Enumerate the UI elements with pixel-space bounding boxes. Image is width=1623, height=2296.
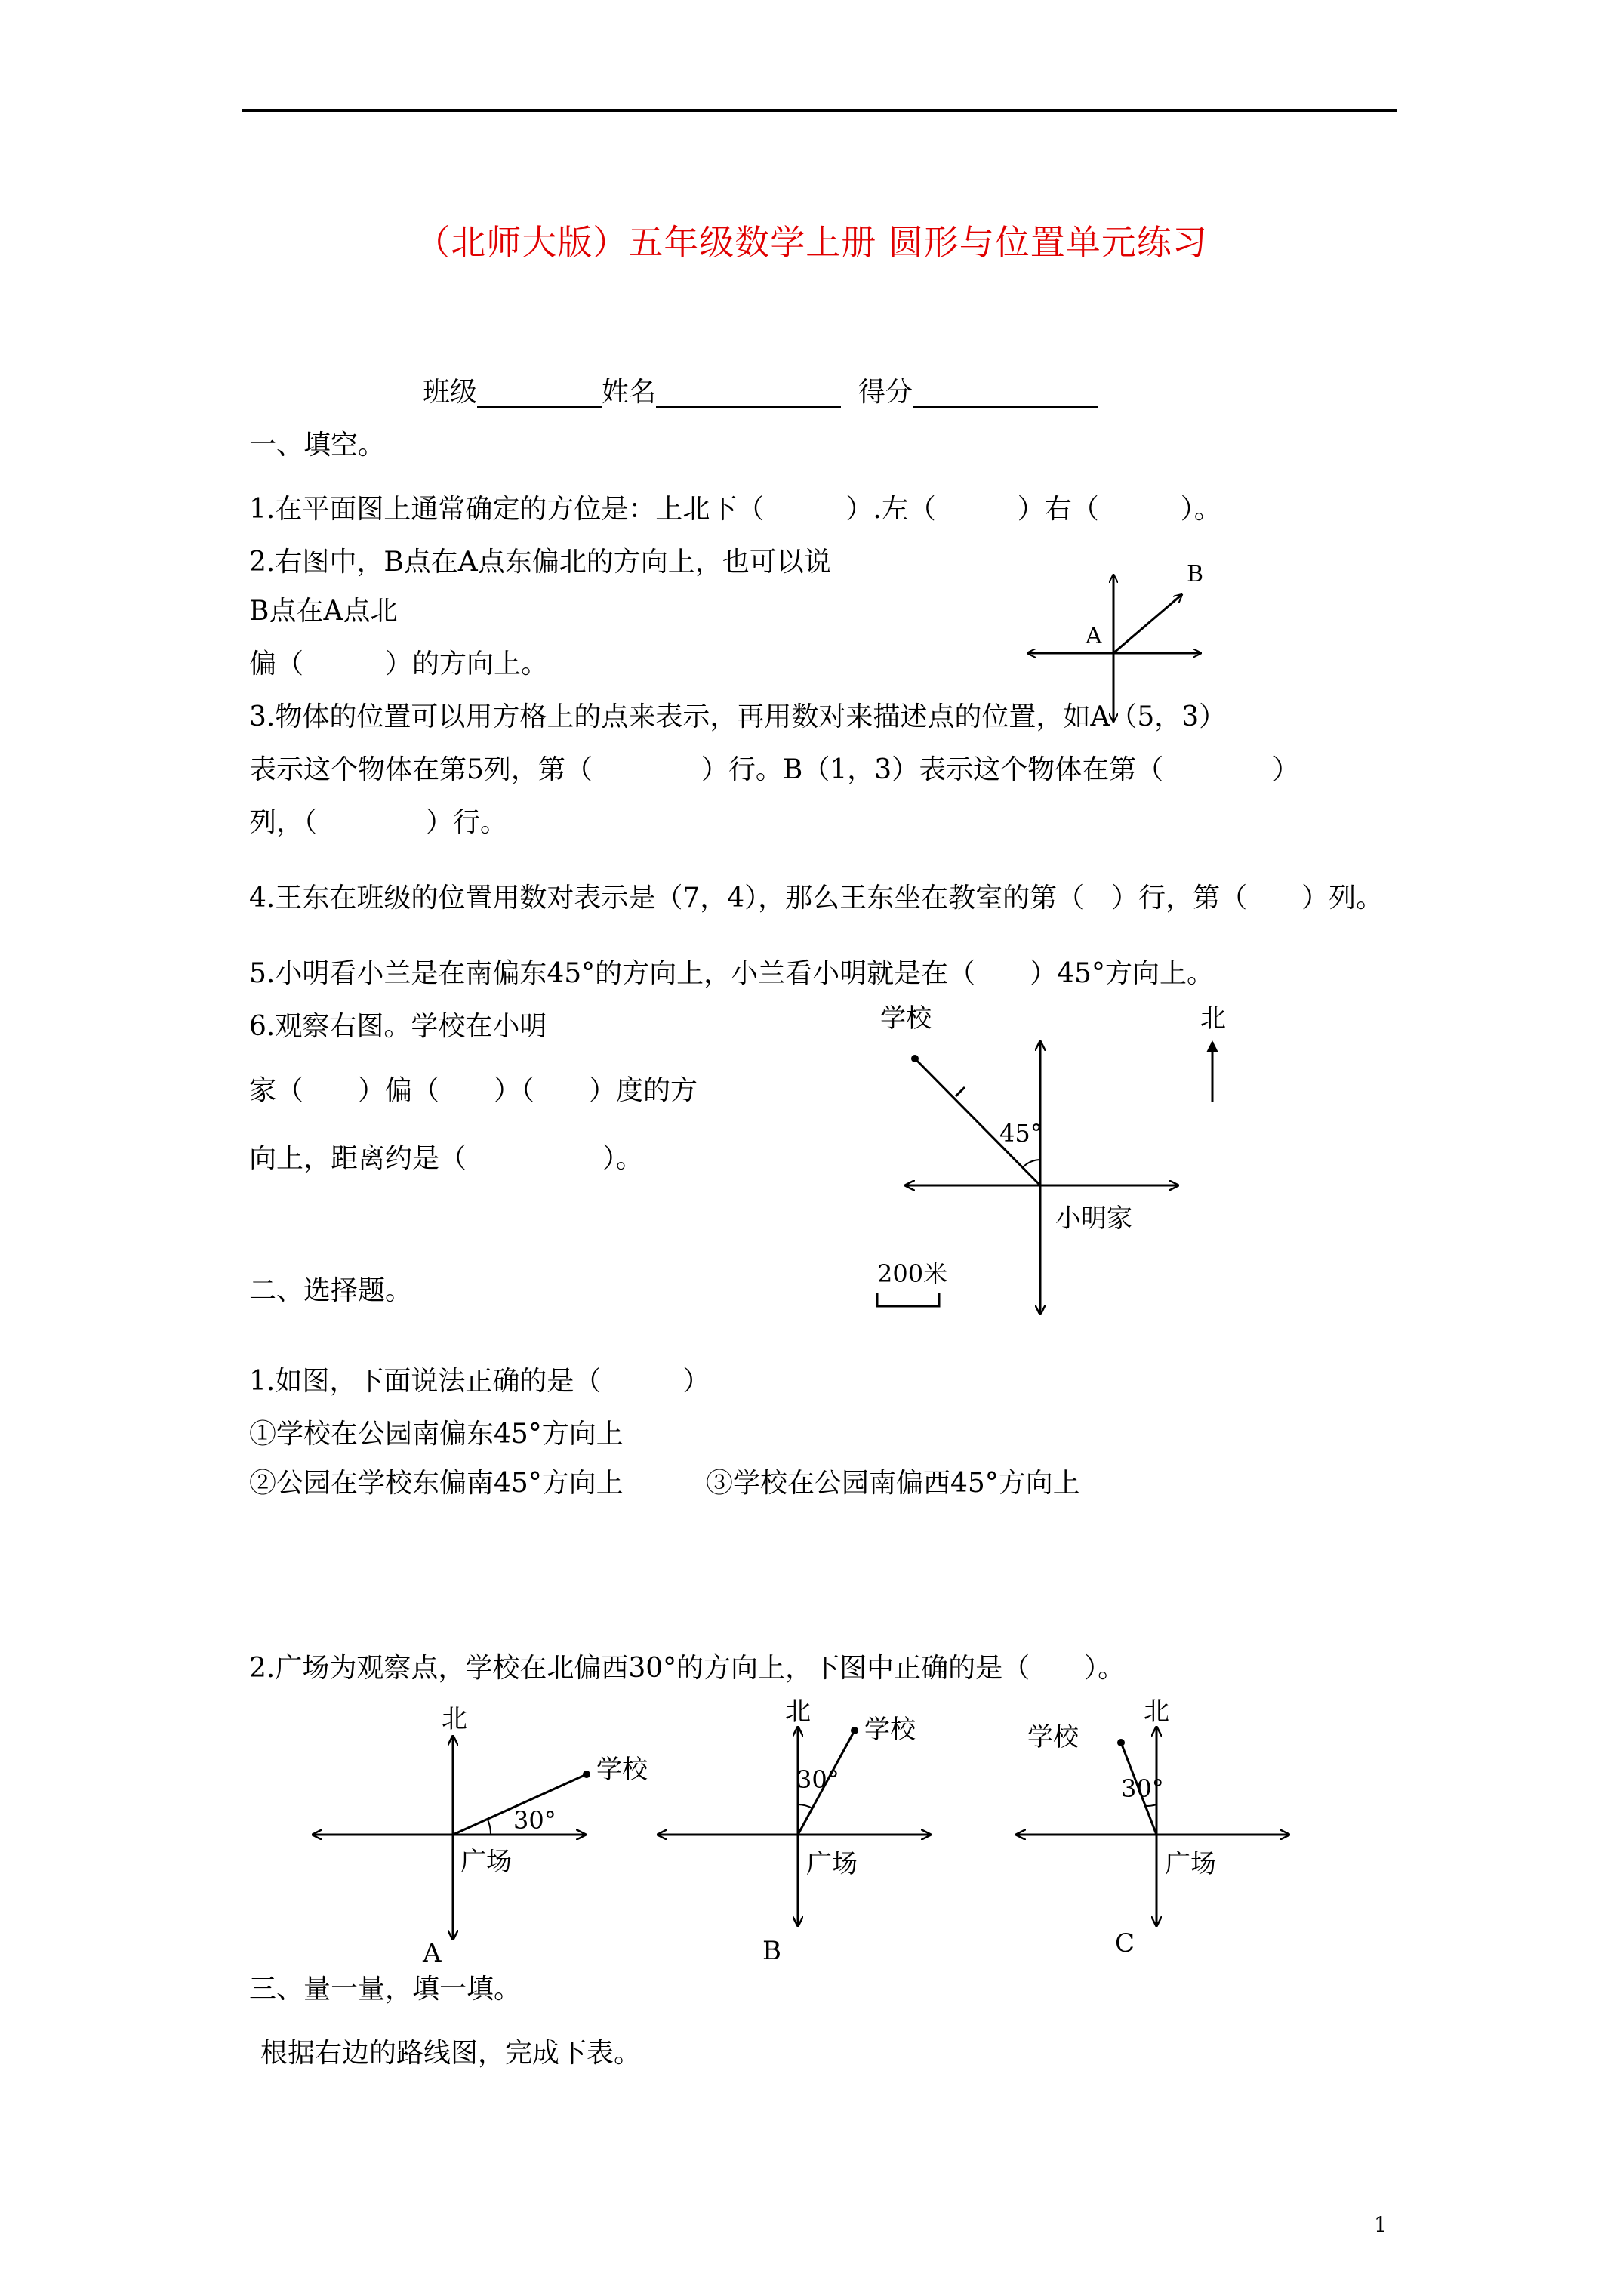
north-label: 北 — [1144, 1697, 1169, 1727]
question-2-1-option2: ②公园在学校东偏南45°方向上 — [249, 1468, 624, 1499]
score-field[interactable] — [913, 382, 1098, 408]
option-label: C — [1115, 1928, 1135, 1959]
question-2-1: 1.如图，下面说法正确的是（ ） — [249, 1366, 710, 1397]
ray-to-b — [1113, 595, 1181, 653]
angle-label: 45° — [999, 1119, 1042, 1148]
school-point — [911, 1055, 919, 1062]
section2-heading: 二、选择题。 — [249, 1275, 413, 1306]
label-b: B — [1187, 561, 1204, 587]
question-1-6-line2: 家（ ）偏（ ）（ ）度的方 — [249, 1075, 698, 1106]
school-label: 学校 — [1027, 1722, 1079, 1752]
name-label: 姓名 — [602, 377, 657, 408]
question-1-2-line2: B点在A点北 — [249, 596, 398, 627]
north-label: 北 — [442, 1704, 467, 1734]
angle-arc — [798, 1804, 812, 1808]
section3-instruction: 根据右边的路线图，完成下表。 — [260, 2038, 642, 2069]
question-1-5: 5.小明看小兰是在南偏东45°的方向上，小兰看小明就是在（ ）45°方向上。 — [249, 958, 1214, 989]
school-home-figure — [861, 997, 1253, 1329]
question-1-2-line3: 偏（ ）的方向上。 — [249, 649, 549, 680]
north-label: 北 — [785, 1697, 811, 1727]
school-point — [1117, 1739, 1125, 1746]
angle-label: 30° — [1121, 1774, 1164, 1803]
tick-mark — [956, 1087, 965, 1096]
page-number: 1 — [1374, 2212, 1387, 2237]
angle-arc — [488, 1820, 491, 1835]
angle-label: 30° — [796, 1765, 839, 1794]
question-1-6-line1: 6.观察右图。学校在小明 — [249, 1011, 547, 1042]
question-1-6-line3: 向上，距离约是（ ）。 — [249, 1143, 644, 1174]
page-title: （北师大版）五年级数学上册 圆形与位置单元练习 — [415, 222, 1208, 263]
question-1-3-line3: 列，（ ）行。 — [249, 807, 508, 838]
student-info-row — [423, 378, 1098, 408]
angle-arc — [1023, 1160, 1040, 1167]
label-a: A — [1086, 623, 1102, 649]
scale-bar — [877, 1293, 939, 1306]
question-1-3-line1: 3.物体的位置可以用方格上的点来表示，再用数对来描述点的位置，如A（5，3） — [249, 701, 1227, 732]
school-label: 学校 — [880, 1003, 932, 1034]
question-2-1-option1: ①学校在公园南偏东45°方向上 — [249, 1419, 624, 1450]
school-point — [583, 1771, 590, 1778]
school-label: 学校 — [864, 1715, 916, 1745]
option-label: A — [423, 1938, 442, 1968]
school-point — [851, 1727, 858, 1734]
question-2-1-option3: ③学校在公园南偏西45°方向上 — [706, 1468, 1080, 1499]
square-label: 广场 — [460, 1847, 512, 1877]
header-rule — [242, 109, 1397, 112]
question-1-3-line2: 表示这个物体在第5列，第（ ）行。B（1，3）表示这个物体在第（ ） — [249, 754, 1300, 785]
scale-label: 200米 — [877, 1259, 948, 1288]
option-b-figure — [649, 1691, 951, 1971]
option-label: B — [762, 1936, 781, 1966]
score-label: 得分 — [858, 377, 913, 408]
angle-arc — [1146, 1804, 1156, 1806]
school-label: 学校 — [596, 1755, 648, 1785]
class-field[interactable] — [477, 382, 602, 408]
option-a-figure — [306, 1699, 648, 1971]
option-c-figure — [1008, 1691, 1310, 1971]
question-1-1: 1.在平面图上通常确定的方位是：上北下（ ）.左（ ）右（ ）。 — [249, 494, 1221, 525]
angle-label: 30° — [513, 1806, 556, 1835]
question-1-2-line1: 2.右图中，B点在A点东偏北的方向上，也可以说 — [249, 547, 831, 578]
question-1-4: 4.王东在班级的位置用数对表示是（7，4），那么王东坐在教室的第（ ）行，第（ ）列。 — [249, 883, 1384, 914]
name-field[interactable] — [656, 382, 841, 408]
home-label: 小明家 — [1055, 1203, 1132, 1234]
class-label: 班级 — [423, 377, 478, 408]
north-label: 北 — [1200, 1003, 1226, 1034]
question-2-2: 2.广场为观察点，学校在北偏西30°的方向上，下图中正确的是（ ）。 — [249, 1653, 1126, 1684]
section3-heading: 三、量一量，填一填。 — [249, 1974, 522, 2005]
section1-heading: 一、填空。 — [249, 430, 386, 461]
square-label: 广场 — [806, 1849, 858, 1879]
square-label: 广场 — [1165, 1849, 1216, 1879]
